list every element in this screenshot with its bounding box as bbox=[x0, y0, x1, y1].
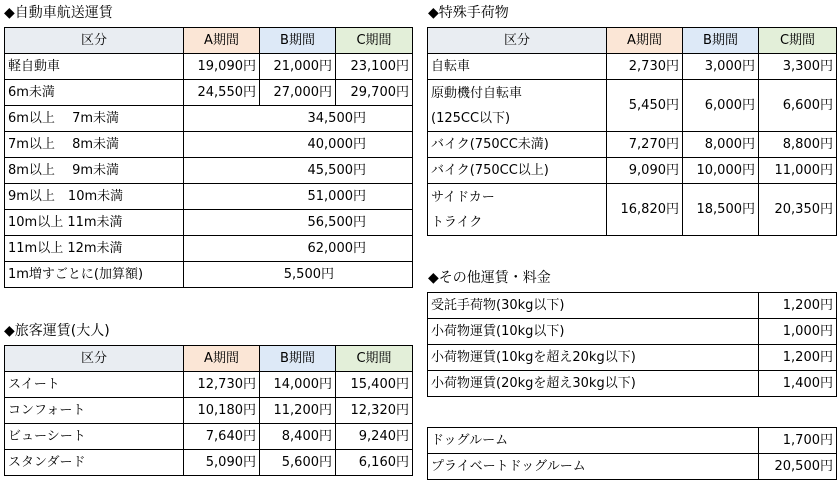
other-fares-title: ◆その他運賃・料金 bbox=[428, 270, 551, 286]
fare-c: 15,400円 bbox=[336, 372, 413, 398]
fare-all-periods: 5,500円 bbox=[184, 262, 413, 288]
table-row bbox=[5, 158, 413, 184]
row-category: 10m以上 11m未満 bbox=[5, 210, 184, 236]
fare-b: 11,200円 bbox=[260, 398, 336, 424]
header-period-b: B期間 bbox=[260, 346, 336, 372]
fare-all-periods: 51,000円 bbox=[184, 184, 413, 210]
table-row bbox=[5, 236, 413, 262]
fare-c: 12,320円 bbox=[336, 398, 413, 424]
fare-c: 11,000円 bbox=[759, 158, 837, 184]
table-row bbox=[5, 80, 413, 106]
table-row bbox=[428, 454, 837, 480]
fare-c: 6,600円 bbox=[759, 80, 837, 132]
row-category: 小荷物運賃(10kg以下) bbox=[428, 319, 759, 345]
table-row bbox=[5, 210, 413, 236]
table-row bbox=[428, 158, 837, 184]
special-baggage-title: ◆特殊手荷物 bbox=[428, 5, 509, 21]
special-baggage-header-row bbox=[428, 28, 837, 54]
row-category: 受託手荷物(30kg以下) bbox=[428, 293, 759, 319]
table-row bbox=[5, 54, 413, 80]
header-period-a: A期間 bbox=[184, 28, 260, 54]
row-category: バイク(750CC未満) bbox=[428, 132, 607, 158]
row-category: 7m以上 8m未満 bbox=[5, 132, 184, 158]
fare: 1,200円 bbox=[759, 293, 837, 319]
fare-a: 10,180円 bbox=[184, 398, 260, 424]
other-fares-table bbox=[427, 292, 837, 397]
fare-a: 9,090円 bbox=[607, 158, 683, 184]
fare-all-periods: 56,500円 bbox=[184, 210, 413, 236]
category-line: サイドカー bbox=[431, 189, 495, 205]
fare: 20,500円 bbox=[759, 454, 837, 480]
fare-b: 3,000円 bbox=[683, 54, 759, 80]
table-row bbox=[428, 132, 837, 158]
fare-all-periods: 62,000円 bbox=[184, 236, 413, 262]
fare-all-periods: 40,000円 bbox=[184, 132, 413, 158]
category-line: 原動機付自転車 bbox=[431, 85, 523, 101]
table-row bbox=[428, 54, 837, 80]
car-fare-table bbox=[4, 27, 413, 288]
row-category: 11m以上 12m未満 bbox=[5, 236, 184, 262]
fare-b: 27,000円 bbox=[260, 80, 336, 106]
table-row bbox=[428, 428, 837, 454]
header-category: 区分 bbox=[5, 346, 184, 372]
row-category: スイート bbox=[5, 372, 184, 398]
row-category: ドッグルーム bbox=[428, 428, 759, 454]
fare-a: 12,730円 bbox=[184, 372, 260, 398]
dog-room-table bbox=[427, 427, 837, 480]
fare-b: 8,000円 bbox=[683, 132, 759, 158]
special-baggage-table bbox=[427, 27, 837, 236]
row-category: コンフォート bbox=[5, 398, 184, 424]
fare-b: 18,500円 bbox=[683, 184, 759, 236]
fare-c: 20,350円 bbox=[759, 184, 837, 236]
table-row bbox=[5, 132, 413, 158]
table-row bbox=[5, 398, 413, 424]
header-category: 区分 bbox=[428, 28, 607, 54]
fare-b: 10,000円 bbox=[683, 158, 759, 184]
category-line: (125CC以下) bbox=[431, 110, 511, 126]
row-category: 6m以上 7m未満 bbox=[5, 106, 184, 132]
table-row bbox=[5, 262, 413, 288]
row-category: バイク(750CC以上) bbox=[428, 158, 607, 184]
header-period-a: A期間 bbox=[184, 346, 260, 372]
fare: 1,200円 bbox=[759, 345, 837, 371]
fare-all-periods: 34,500円 bbox=[184, 106, 413, 132]
table-row bbox=[428, 345, 837, 371]
header-period-c: C期間 bbox=[336, 346, 413, 372]
fare-a: 5,090円 bbox=[184, 450, 260, 476]
table-row bbox=[428, 80, 837, 132]
row-category: スタンダード bbox=[5, 450, 184, 476]
fare-a: 24,550円 bbox=[184, 80, 260, 106]
fare-b: 21,000円 bbox=[260, 54, 336, 80]
fare-c: 23,100円 bbox=[336, 54, 413, 80]
table-row bbox=[428, 293, 837, 319]
row-category: 1m増すごとに(加算額) bbox=[5, 262, 184, 288]
passenger-fare-header-row bbox=[5, 346, 413, 372]
fare-b: 14,000円 bbox=[260, 372, 336, 398]
fare-a: 5,450円 bbox=[607, 80, 683, 132]
table-row bbox=[5, 372, 413, 398]
table-row bbox=[428, 184, 837, 236]
car-fare-header-row bbox=[5, 28, 413, 54]
header-period-b: B期間 bbox=[683, 28, 759, 54]
fare-b: 6,000円 bbox=[683, 80, 759, 132]
fare-a: 16,820円 bbox=[607, 184, 683, 236]
fare-c: 29,700円 bbox=[336, 80, 413, 106]
header-period-a: A期間 bbox=[607, 28, 683, 54]
fare-c: 3,300円 bbox=[759, 54, 837, 80]
row-category: 6m未満 bbox=[5, 80, 184, 106]
row-category bbox=[428, 184, 607, 236]
fare-b: 5,600円 bbox=[260, 450, 336, 476]
category-line: トライク bbox=[431, 214, 483, 230]
table-row bbox=[5, 106, 413, 132]
fare: 1,700円 bbox=[759, 428, 837, 454]
row-category: 自転車 bbox=[428, 54, 607, 80]
row-category: 8m以上 9m未満 bbox=[5, 158, 184, 184]
table-row bbox=[428, 319, 837, 345]
row-category: 軽自動車 bbox=[5, 54, 184, 80]
table-row bbox=[5, 184, 413, 210]
table-row bbox=[428, 371, 837, 397]
passenger-fare-title: ◆旅客運賃(大人) bbox=[4, 323, 110, 339]
fare-a: 7,640円 bbox=[184, 424, 260, 450]
fare: 1,400円 bbox=[759, 371, 837, 397]
row-category: ビューシート bbox=[5, 424, 184, 450]
fare-a: 2,730円 bbox=[607, 54, 683, 80]
header-category: 区分 bbox=[5, 28, 184, 54]
row-category: 9m以上 10m未満 bbox=[5, 184, 184, 210]
car-fare-title: ◆自動車航送運賃 bbox=[4, 5, 113, 21]
header-period-c: C期間 bbox=[759, 28, 837, 54]
table-row bbox=[5, 450, 413, 476]
row-category: 小荷物運賃(20kgを超え30kg以下) bbox=[428, 371, 759, 397]
row-category: 小荷物運賃(10kgを超え20kg以下) bbox=[428, 345, 759, 371]
row-category: プライベートドッグルーム bbox=[428, 454, 759, 480]
fare-all-periods: 45,500円 bbox=[184, 158, 413, 184]
fare-a: 19,090円 bbox=[184, 54, 260, 80]
fare-c: 9,240円 bbox=[336, 424, 413, 450]
header-period-b: B期間 bbox=[260, 28, 336, 54]
fare-a: 7,270円 bbox=[607, 132, 683, 158]
table-row bbox=[5, 424, 413, 450]
row-category bbox=[428, 80, 607, 132]
fare-c: 6,160円 bbox=[336, 450, 413, 476]
fare-b: 8,400円 bbox=[260, 424, 336, 450]
fare-c: 8,800円 bbox=[759, 132, 837, 158]
fare: 1,000円 bbox=[759, 319, 837, 345]
header-period-c: C期間 bbox=[336, 28, 413, 54]
passenger-fare-table bbox=[4, 345, 413, 476]
